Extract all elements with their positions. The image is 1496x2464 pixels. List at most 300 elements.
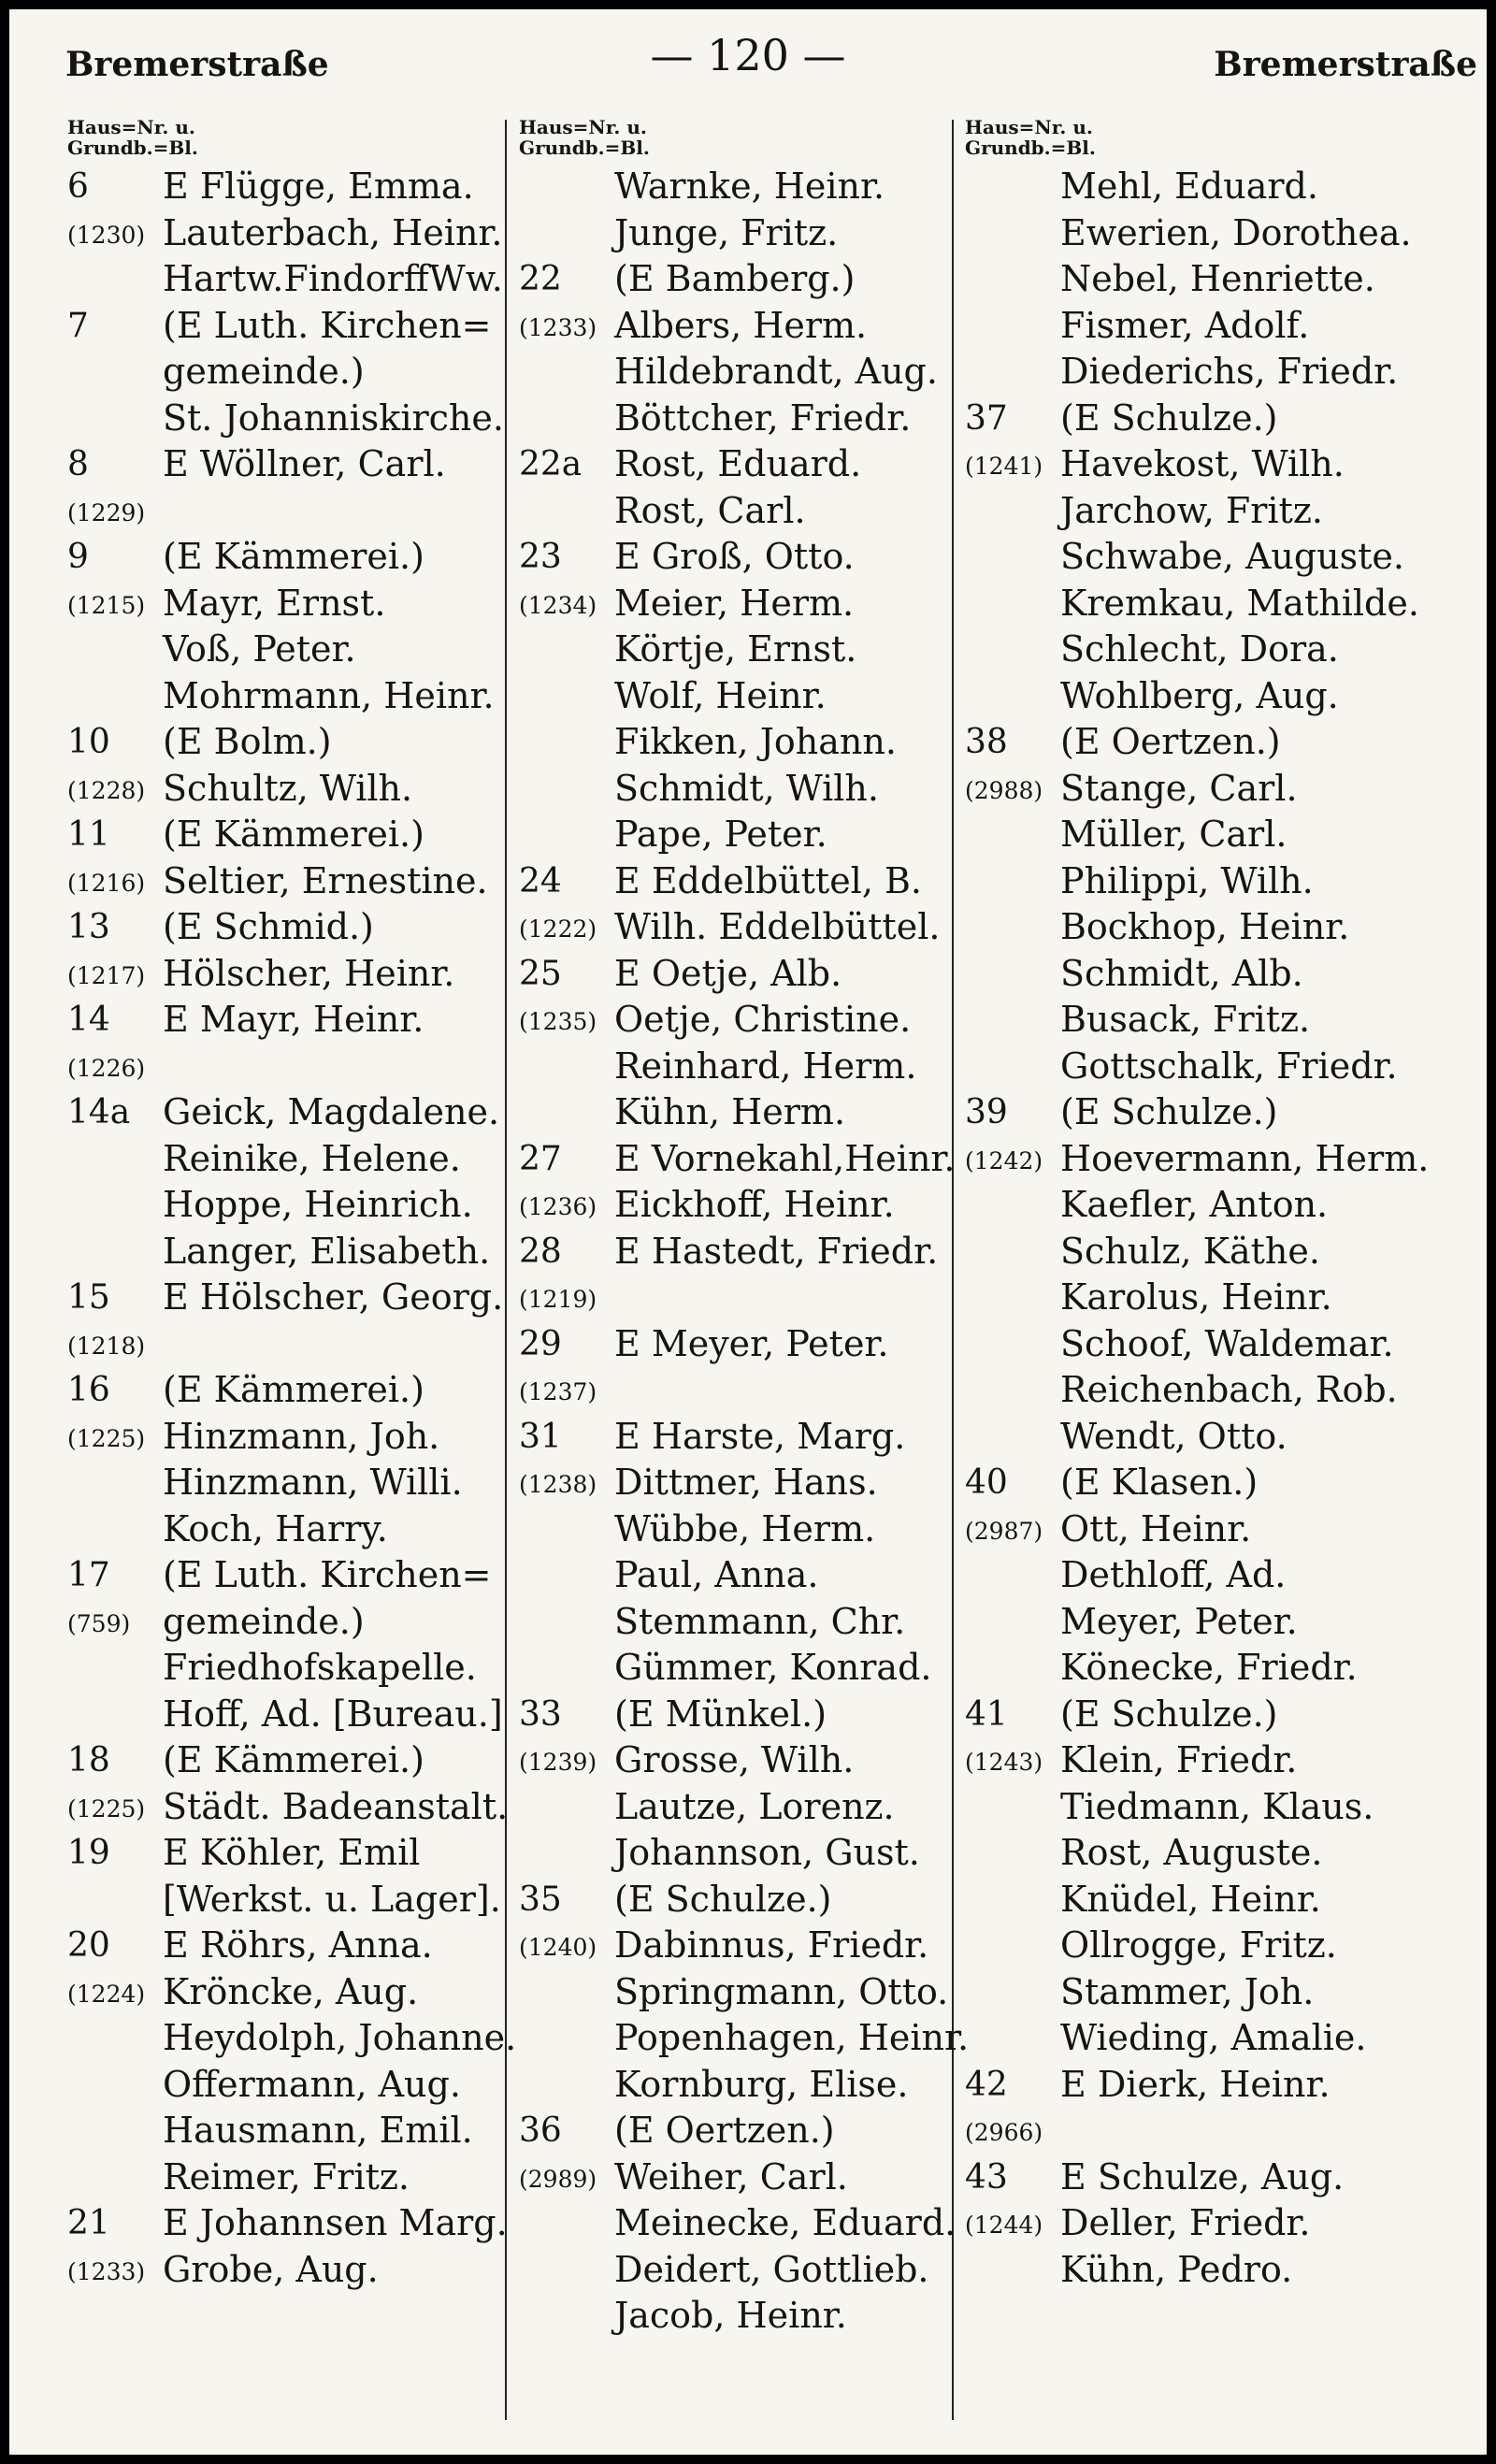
plot-number: (1236) bbox=[519, 1193, 597, 1220]
directory-entry bbox=[519, 2154, 968, 2201]
directory-entry bbox=[519, 534, 968, 581]
entry-text: Geick, Magdalene. bbox=[163, 1091, 500, 1132]
plot-number: (1244) bbox=[965, 2212, 1043, 2239]
house-number: 13 bbox=[67, 908, 110, 946]
directory-entry bbox=[965, 1414, 1470, 1461]
directory-entry bbox=[519, 1784, 968, 1831]
directory-entry bbox=[67, 1645, 516, 1692]
plot-number: (1239) bbox=[519, 1749, 597, 1776]
directory-column-3 bbox=[965, 117, 1470, 2445]
entry-text: Wilh. Eddelbüttel. bbox=[614, 906, 941, 947]
directory-entry bbox=[519, 1877, 968, 1924]
entry-text: Dethloff, Ad. bbox=[1060, 1554, 1287, 1595]
house-number: 33 bbox=[519, 1694, 562, 1734]
directory-entry bbox=[67, 812, 516, 858]
directory-entry bbox=[965, 858, 1470, 905]
directory-entry bbox=[67, 1692, 516, 1738]
directory-entry bbox=[519, 1275, 968, 1321]
directory-entry bbox=[67, 1229, 516, 1275]
directory-entry bbox=[519, 1321, 968, 1368]
page-header bbox=[9, 9, 1487, 84]
directory-entry bbox=[67, 1599, 516, 1646]
entry-text: Heydolph, Johanne. bbox=[163, 2017, 517, 2058]
plot-number: (2988) bbox=[965, 776, 1043, 804]
directory-entry bbox=[519, 256, 968, 303]
entry-text: Wübbe, Herm. bbox=[614, 1507, 876, 1549]
directory-entry bbox=[67, 1182, 516, 1229]
entry-text: E Vornekahl,Heinr. bbox=[614, 1137, 956, 1179]
entry-text: Koch, Harry. bbox=[163, 1507, 388, 1549]
directory-entry bbox=[519, 581, 968, 627]
directory-entry bbox=[67, 534, 516, 581]
directory-entry bbox=[519, 2200, 968, 2247]
entry-text: (E Kämmerei.) bbox=[163, 1369, 424, 1410]
directory-entry bbox=[965, 2200, 1470, 2247]
column-header-line: Grundb.=Bl. bbox=[67, 137, 198, 159]
entry-text: Pape, Peter. bbox=[614, 814, 827, 855]
entry-text: Lauterbach, Heinr. bbox=[163, 211, 503, 253]
entry-text: Schlecht, Dora. bbox=[1060, 628, 1339, 670]
page-number: — 120 — bbox=[650, 30, 846, 80]
directory-entry bbox=[519, 303, 968, 350]
directory-entry bbox=[965, 1367, 1470, 1414]
directory-entry bbox=[67, 1414, 516, 1461]
directory-entry bbox=[965, 488, 1470, 535]
entry-text: gemeinde.) bbox=[163, 1600, 365, 1642]
entry-text: Kremkau, Mathilde. bbox=[1060, 582, 1419, 624]
directory-entry bbox=[67, 858, 516, 905]
plot-number: (1228) bbox=[67, 776, 146, 804]
entry-text: (E Schulze.) bbox=[1060, 1091, 1278, 1132]
directory-entry bbox=[519, 1229, 968, 1275]
entry-text: Dittmer, Hans. bbox=[614, 1462, 878, 1503]
column-header-line: Haus=Nr. u. bbox=[965, 116, 1093, 138]
entry-text: Stemmann, Chr. bbox=[614, 1600, 906, 1642]
directory-entry bbox=[519, 396, 968, 442]
entry-text: Meyer, Peter. bbox=[1060, 1600, 1298, 1642]
entry-text: Schoof, Waldemar. bbox=[1060, 1322, 1394, 1364]
entry-text: Reimer, Fritz. bbox=[163, 2155, 410, 2197]
entry-text: E Eddelbüttel, B. bbox=[614, 859, 922, 901]
directory-entry bbox=[965, 1506, 1470, 1553]
directory-entry bbox=[67, 1877, 516, 1924]
house-number: 21 bbox=[67, 2204, 110, 2242]
entry-text: Grosse, Wilh. bbox=[614, 1739, 855, 1780]
entry-text: Friedhofskapelle. bbox=[163, 1647, 477, 1688]
entry-text: Fismer, Adolf. bbox=[1060, 304, 1310, 346]
house-number: 18 bbox=[67, 1741, 110, 1780]
entry-text: Rost, Eduard. bbox=[614, 443, 862, 484]
entry-text: Rost, Auguste. bbox=[1060, 1832, 1323, 1873]
directory-entry bbox=[965, 1089, 1470, 1136]
entry-text: Hartw.FindorffWw. bbox=[163, 258, 503, 299]
plot-number: (2966) bbox=[965, 2119, 1043, 2146]
entry-text: Jacob, Heinr. bbox=[614, 2295, 847, 2336]
entry-text: Warnke, Heinr. bbox=[614, 166, 885, 207]
entry-text: Springmann, Otto. bbox=[614, 1970, 949, 2012]
entry-text: Schultz, Wilh. bbox=[163, 767, 413, 809]
entry-text: Eickhoff, Heinr. bbox=[614, 1184, 895, 1225]
entry-text: (E Luth. Kirchen= bbox=[163, 1554, 492, 1595]
entry-text: Hausmann, Emil. bbox=[163, 2110, 473, 2151]
directory-entry bbox=[519, 2015, 968, 2062]
column-header-line: Haus=Nr. u. bbox=[67, 116, 195, 138]
directory-entry bbox=[519, 951, 968, 998]
directory-entry bbox=[519, 1645, 968, 1692]
directory-entry bbox=[519, 673, 968, 720]
house-number: 35 bbox=[519, 1880, 562, 1919]
entry-text: E Hastedt, Friedr. bbox=[614, 1230, 939, 1272]
directory-entry bbox=[67, 1321, 516, 1368]
directory-entry bbox=[965, 812, 1470, 858]
directory-entry bbox=[67, 210, 516, 257]
directory-entry bbox=[519, 1737, 968, 1784]
column-header-line: Grundb.=Bl. bbox=[519, 137, 650, 159]
entry-text: Reinike, Helene. bbox=[163, 1137, 461, 1179]
entry-text: Kaefler, Anton. bbox=[1060, 1184, 1329, 1225]
plot-number: (1225) bbox=[67, 1794, 146, 1823]
entry-text: Voß, Peter. bbox=[163, 628, 356, 670]
directory-entry bbox=[965, 581, 1470, 627]
house-number: 19 bbox=[67, 1834, 110, 1872]
directory-entry bbox=[965, 951, 1470, 998]
plot-number: (1233) bbox=[67, 2257, 146, 2285]
entry-text: Johannson, Gust. bbox=[614, 1832, 920, 1873]
entry-text: E Dierk, Heinr. bbox=[1060, 2063, 1331, 2105]
directory-entry bbox=[67, 673, 516, 720]
directory-entry bbox=[965, 1552, 1470, 1599]
house-number: 14a bbox=[67, 1093, 131, 1131]
entry-text: (E Münkel.) bbox=[614, 1693, 827, 1735]
entry-text: Schulz, Käthe. bbox=[1060, 1230, 1320, 1272]
house-number: 9 bbox=[67, 538, 89, 576]
house-number: 22a bbox=[519, 445, 583, 483]
house-number: 20 bbox=[67, 1926, 110, 1965]
directory-entry bbox=[67, 1923, 516, 1969]
directory-entry bbox=[519, 2247, 968, 2294]
plot-number: (1238) bbox=[519, 1471, 597, 1498]
directory-entry bbox=[965, 627, 1470, 673]
plot-number: (2987) bbox=[965, 1517, 1043, 1545]
plot-number: (1215) bbox=[67, 591, 146, 619]
entry-text: (E Schulze.) bbox=[614, 1878, 832, 1920]
house-number: 22 bbox=[519, 260, 562, 298]
house-number: 39 bbox=[965, 1093, 1008, 1131]
plot-number: (1230) bbox=[67, 221, 146, 249]
directory-page bbox=[9, 9, 1487, 2455]
entry-text: Stange, Carl. bbox=[1060, 767, 1298, 809]
entry-text: Reinhard, Herm. bbox=[614, 1045, 917, 1087]
column-header-line: Grundb.=Bl. bbox=[965, 137, 1096, 159]
entry-text: Havekost, Wilh. bbox=[1060, 443, 1345, 484]
directory-entry bbox=[965, 673, 1470, 720]
street-heading-left: Bremerstraße bbox=[65, 45, 329, 84]
entry-text: Jarchow, Fritz. bbox=[1060, 489, 1323, 531]
directory-entry bbox=[67, 1275, 516, 1321]
directory-entry bbox=[965, 1229, 1470, 1275]
entry-text: E Wöllner, Carl. bbox=[163, 443, 446, 484]
entry-text: Tiedmann, Klaus. bbox=[1060, 1785, 1374, 1827]
entry-text: Busack, Fritz. bbox=[1060, 999, 1311, 1040]
directory-entry bbox=[965, 1275, 1470, 1321]
plot-number: (1241) bbox=[965, 453, 1043, 480]
directory-entry bbox=[965, 2108, 1470, 2154]
house-number: 31 bbox=[519, 1417, 562, 1456]
entry-text: Bockhop, Heinr. bbox=[1060, 906, 1350, 947]
directory-entry bbox=[67, 1506, 516, 1553]
entry-text: E Flügge, Emma. bbox=[163, 166, 474, 207]
directory-entry bbox=[67, 1136, 516, 1183]
entry-text: Knüdel, Heinr. bbox=[1060, 1878, 1321, 1920]
entry-text: Reichenbach, Rob. bbox=[1060, 1369, 1398, 1410]
entry-text: E Harste, Marg. bbox=[614, 1415, 906, 1457]
entry-text: (E Oertzen.) bbox=[614, 2110, 835, 2151]
directory-entry bbox=[519, 1044, 968, 1090]
directory-entry bbox=[965, 2015, 1470, 2062]
house-number: 16 bbox=[67, 1371, 110, 1409]
directory-entry bbox=[67, 1552, 516, 1599]
directory-entry bbox=[519, 812, 968, 858]
directory-entry bbox=[965, 1321, 1470, 1368]
directory-entry bbox=[67, 2200, 516, 2247]
entry-text: (E Bamberg.) bbox=[614, 258, 856, 299]
entry-text: Mohrmann, Heinr. bbox=[163, 674, 495, 716]
directory-entry bbox=[519, 1089, 968, 1136]
directory-entry bbox=[965, 1692, 1470, 1738]
entry-text: (E Klasen.) bbox=[1060, 1462, 1259, 1503]
house-number: 8 bbox=[67, 445, 89, 483]
directory-entry bbox=[519, 858, 968, 905]
directory-entry bbox=[67, 766, 516, 813]
entry-text: Schmidt, Wilh. bbox=[614, 767, 879, 809]
directory-entry bbox=[519, 719, 968, 766]
entry-text: Körtje, Ernst. bbox=[614, 628, 857, 670]
directory-entry bbox=[519, 1969, 968, 2016]
directory-entry bbox=[67, 1460, 516, 1506]
entry-text: Nebel, Henriette. bbox=[1060, 258, 1375, 299]
house-number: 23 bbox=[519, 538, 562, 576]
entry-text: Popenhagen, Heinr. bbox=[614, 2017, 970, 2058]
directory-entry bbox=[965, 1460, 1470, 1506]
directory-entry bbox=[519, 2062, 968, 2109]
plot-number: (1226) bbox=[67, 1054, 146, 1082]
entry-text: Städt. Badeanstalt. bbox=[163, 1785, 509, 1827]
directory-entry bbox=[519, 1692, 968, 1738]
plot-number: (1237) bbox=[519, 1378, 597, 1405]
directory-entry bbox=[519, 1460, 968, 1506]
entry-text: (E Schulze.) bbox=[1060, 396, 1278, 439]
directory-entry bbox=[965, 1784, 1470, 1831]
directory-entry bbox=[67, 1367, 516, 1414]
column-header bbox=[519, 117, 968, 164]
entry-text: (E Schmid.) bbox=[163, 906, 374, 947]
entry-text: (E Kämmerei.) bbox=[163, 814, 424, 855]
directory-entry bbox=[67, 719, 516, 766]
directory-entry bbox=[67, 441, 516, 488]
entry-text: (E Luth. Kirchen= bbox=[163, 304, 492, 346]
house-number: 42 bbox=[965, 2065, 1008, 2104]
directory-column-1 bbox=[67, 117, 516, 2445]
house-number: 29 bbox=[519, 1324, 562, 1363]
plot-number: (1225) bbox=[67, 1424, 146, 1452]
street-heading-right: Bremerstraße bbox=[1214, 45, 1477, 84]
directory-entry bbox=[965, 349, 1470, 396]
entry-text: Klein, Friedr. bbox=[1060, 1739, 1298, 1780]
house-number: 25 bbox=[519, 954, 562, 993]
directory-entry bbox=[965, 1645, 1470, 1692]
column-header bbox=[965, 117, 1470, 164]
directory-entry bbox=[519, 488, 968, 535]
entry-text: Kröncke, Aug. bbox=[163, 1970, 419, 2012]
directory-entry bbox=[965, 1044, 1470, 1090]
entry-text: Hoppe, Heinrich. bbox=[163, 1184, 473, 1225]
plot-number: (1235) bbox=[519, 1008, 597, 1035]
entry-text: Böttcher, Friedr. bbox=[614, 396, 912, 439]
entry-text: Junge, Fritz. bbox=[614, 211, 839, 253]
directory-entry bbox=[519, 164, 968, 210]
directory-entry bbox=[519, 766, 968, 813]
entry-text: Rost, Carl. bbox=[614, 489, 806, 531]
directory-entry bbox=[519, 441, 968, 488]
directory-entry bbox=[519, 1830, 968, 1877]
entry-text: Wendt, Otto. bbox=[1060, 1415, 1287, 1457]
entry-text: Deller, Friedr. bbox=[1060, 2202, 1311, 2243]
directory-entry bbox=[965, 256, 1470, 303]
entry-text: Fikken, Johann. bbox=[614, 721, 897, 762]
entry-text: E Oetje, Alb. bbox=[614, 952, 842, 994]
plot-number: (1242) bbox=[965, 1146, 1043, 1174]
directory-entry bbox=[965, 1969, 1470, 2016]
directory-entry bbox=[519, 1136, 968, 1183]
directory-entry bbox=[519, 1182, 968, 1229]
plot-number: (1222) bbox=[519, 915, 597, 943]
directory-entry bbox=[965, 1136, 1470, 1183]
entry-text: Ewerien, Dorothea. bbox=[1060, 211, 1412, 253]
entry-text: Kühn, Pedro. bbox=[1060, 2248, 1293, 2290]
entry-text: Könecke, Friedr. bbox=[1060, 1647, 1358, 1688]
entry-text: Hinzmann, Willi. bbox=[163, 1462, 463, 1503]
plot-number: (1216) bbox=[67, 869, 146, 897]
plot-number: (1229) bbox=[67, 498, 146, 526]
house-number: 10 bbox=[67, 723, 110, 761]
house-number: 14 bbox=[67, 1001, 110, 1039]
directory-entry bbox=[519, 1552, 968, 1599]
entry-text: Schmidt, Alb. bbox=[1060, 952, 1303, 994]
entry-text: Diederichs, Friedr. bbox=[1060, 351, 1399, 392]
entry-text: Meinecke, Eduard. bbox=[614, 2202, 957, 2243]
house-number: 38 bbox=[965, 723, 1008, 761]
entry-text: Ollrogge, Fritz. bbox=[1060, 1924, 1337, 1966]
entry-text: E Meyer, Peter. bbox=[614, 1322, 889, 1364]
entry-text: Deidert, Gottlieb. bbox=[614, 2248, 929, 2290]
entry-text: E Groß, Otto. bbox=[614, 536, 855, 577]
directory-entry bbox=[67, 951, 516, 998]
directory-entry bbox=[519, 1506, 968, 1553]
plot-number: (1219) bbox=[519, 1286, 597, 1313]
directory-entry bbox=[965, 1830, 1470, 1877]
directory-entry bbox=[965, 766, 1470, 813]
directory-entry bbox=[67, 164, 516, 210]
entry-text: Ott, Heinr. bbox=[1060, 1507, 1252, 1549]
directory-entry bbox=[519, 627, 968, 673]
entry-text: Schwabe, Auguste. bbox=[1060, 536, 1404, 577]
entry-text: Hölscher, Heinr. bbox=[163, 952, 455, 994]
entry-text: Hinzmann, Joh. bbox=[163, 1415, 440, 1457]
house-number: 28 bbox=[519, 1232, 562, 1271]
entry-text: Wieding, Amalie. bbox=[1060, 2017, 1367, 2058]
directory-entry bbox=[965, 2062, 1470, 2109]
directory-column-2 bbox=[519, 117, 968, 2445]
directory-entry bbox=[965, 1182, 1470, 1229]
directory-entry bbox=[67, 581, 516, 627]
entry-text: Grobe, Aug. bbox=[163, 2248, 379, 2290]
column-header-line: Haus=Nr. u. bbox=[519, 116, 647, 138]
directory-entry bbox=[67, 2154, 516, 2201]
house-number: 41 bbox=[965, 1694, 1008, 1734]
entry-text: (E Kämmerei.) bbox=[163, 1739, 424, 1780]
entry-text: E Johannsen Marg. bbox=[163, 2202, 508, 2243]
entry-text: Kühn, Herm. bbox=[614, 1091, 846, 1132]
entry-text: Albers, Herm. bbox=[614, 304, 868, 346]
entry-text: Hoevermann, Herm. bbox=[1060, 1137, 1430, 1179]
entry-text: Dabinnus, Friedr. bbox=[614, 1924, 929, 1966]
plot-number: (759) bbox=[67, 1609, 131, 1637]
entry-text: Müller, Carl. bbox=[1060, 814, 1287, 855]
directory-entry bbox=[965, 164, 1470, 210]
house-number: 37 bbox=[965, 398, 1008, 438]
directory-entry bbox=[519, 2108, 968, 2154]
directory-entry bbox=[67, 1737, 516, 1784]
directory-entry bbox=[965, 534, 1470, 581]
entry-text: (E Oertzen.) bbox=[1060, 721, 1281, 762]
directory-entry bbox=[519, 1599, 968, 1646]
entry-text: Weiher, Carl. bbox=[614, 2155, 848, 2197]
directory-entry bbox=[519, 904, 968, 951]
entry-text: E Köhler, Emil bbox=[163, 1832, 421, 1873]
directory-entry bbox=[965, 2247, 1470, 2294]
entry-text: Langer, Elisabeth. bbox=[163, 1230, 491, 1272]
directory-entry bbox=[67, 488, 516, 535]
directory-entry bbox=[965, 441, 1470, 488]
entry-text: Hoff, Ad. [Bureau.] bbox=[163, 1693, 503, 1735]
entry-text: Offermann, Aug. bbox=[163, 2063, 461, 2105]
directory-entry bbox=[965, 719, 1470, 766]
entry-text: Wohlberg, Aug. bbox=[1060, 674, 1339, 716]
entry-text: gemeinde.) bbox=[163, 351, 365, 392]
house-number: 43 bbox=[965, 2157, 1008, 2197]
directory-entry bbox=[67, 2247, 516, 2294]
entry-text: [Werkst. u. Lager]. bbox=[163, 1878, 501, 1920]
directory-entry bbox=[67, 1969, 516, 2016]
plot-number: (1217) bbox=[67, 961, 146, 989]
directory-entry bbox=[67, 1089, 516, 1136]
directory-entry bbox=[67, 627, 516, 673]
plot-number: (1234) bbox=[519, 591, 597, 619]
entry-text: Wolf, Heinr. bbox=[614, 674, 827, 716]
directory-entry bbox=[519, 2293, 968, 2340]
entry-text: (E Schulze.) bbox=[1060, 1693, 1278, 1735]
entry-text: E Mayr, Heinr. bbox=[163, 999, 424, 1040]
entry-text: E Schulze, Aug. bbox=[1060, 2155, 1345, 2197]
directory-entry bbox=[67, 349, 516, 396]
house-number: 27 bbox=[519, 1139, 562, 1178]
house-number: 15 bbox=[67, 1278, 110, 1317]
directory-entry bbox=[67, 2015, 516, 2062]
directory-entry bbox=[67, 1784, 516, 1831]
entry-text: Meier, Herm. bbox=[614, 582, 855, 624]
directory-entry bbox=[965, 210, 1470, 257]
entry-text: Mehl, Eduard. bbox=[1060, 166, 1318, 207]
